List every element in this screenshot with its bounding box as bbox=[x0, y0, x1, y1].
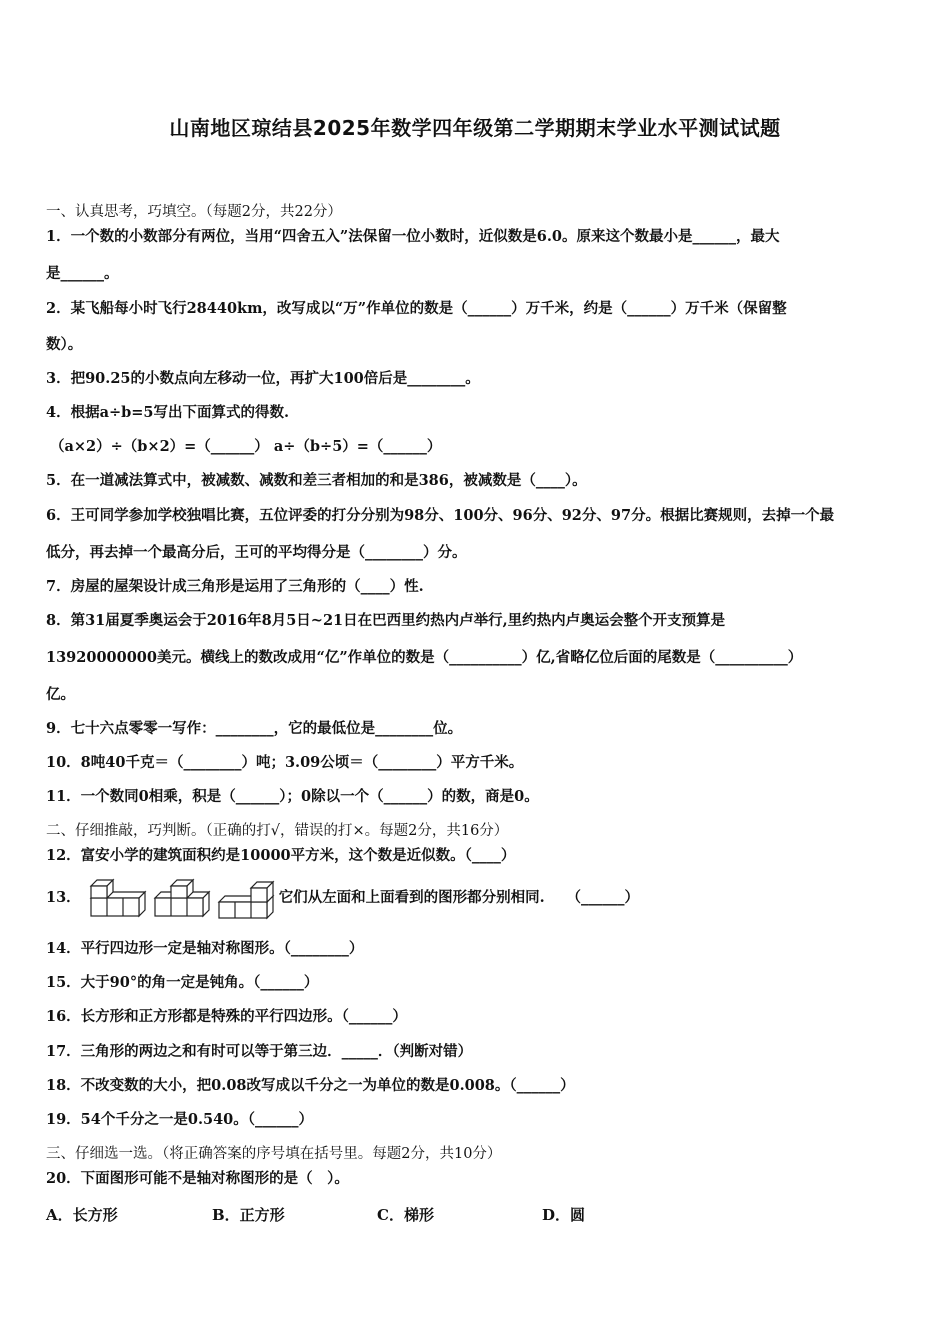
question-18: 18．不改变数的大小，把0.08改写成以千分之一为单位的数是0.008。（______） bbox=[46, 1077, 575, 1094]
question-15: 15．大于90°的角一定是钝角。（______） bbox=[46, 974, 319, 991]
question-2-line-1: 2．某飞船每小时飞行28440km，改写成以“万”作单位的数是（______）万千米，约是（______）万千米（保留整 bbox=[46, 300, 787, 317]
choice-b: B．正方形 bbox=[212, 1206, 285, 1224]
page-title: 山南地区琼结县2025年数学四年级第二学期期末学业水平测试试题 bbox=[169, 116, 781, 140]
question-19: 19．54个千分之一是0.540。（______） bbox=[46, 1111, 314, 1128]
choice-d: D．圆 bbox=[542, 1206, 586, 1224]
choice-a: A．长方形 bbox=[46, 1206, 118, 1224]
question-4-formulas: （a×2）÷（b×2）=（______） a÷（b÷5）=（______） bbox=[50, 438, 442, 455]
question-4: 4．根据a÷b=5写出下面算式的得数. bbox=[46, 404, 290, 421]
question-3: 3．把90.25的小数点向左移动一位，再扩大100倍后是________。 bbox=[46, 370, 480, 387]
question-16: 16．长方形和正方形都是特殊的平行四边形。（______） bbox=[46, 1008, 407, 1025]
question-2-line-2: 数）。 bbox=[46, 336, 83, 353]
question-6-line-2: 低分，再去掉一个最高分后，王可的平均得分是（________）分。 bbox=[46, 544, 467, 561]
cube-figures-image bbox=[85, 876, 275, 920]
question-6-line-1: 6．王可同学参加学校独唱比赛，五位评委的打分分别为98分、100分、96分、92分、97分。根据比赛规则，去掉一个最 bbox=[46, 507, 835, 524]
choice-c: C．梯形 bbox=[377, 1206, 434, 1224]
question-13-number: 13． bbox=[46, 889, 81, 906]
question-12: 12．富安小学的建筑面积约是10000平方米，这个数是近似数。（____） bbox=[46, 847, 516, 864]
question-17: 17．三角形的两边之和有时可以等于第三边．_____．（判断对错） bbox=[46, 1043, 473, 1060]
question-5: 5．在一道减法算式中，被减数、减数和差三者相加的和是386，被减数是（____）。 bbox=[46, 472, 587, 489]
section-1-heading: 一、认真思考，巧填空。（每题2分，共22分） bbox=[46, 204, 342, 220]
question-14: 14．平行四边形一定是轴对称图形。（________） bbox=[46, 940, 364, 957]
question-9: 9．七十六点零零一写作：________，它的最低位是________位。 bbox=[46, 720, 463, 737]
question-7: 7．房屋的屋架设计成三角形是运用了三角形的（____）性. bbox=[46, 578, 424, 595]
question-1-line-2: 是______。 bbox=[46, 265, 119, 282]
question-20: 20．下面图形可能不是轴对称图形的是（ ）。 bbox=[46, 1170, 349, 1187]
question-13-text: 它们从左面和上面看到的图形都分别相同. （______） bbox=[278, 889, 639, 906]
question-8-line-3: 亿。 bbox=[46, 686, 75, 703]
question-8-line-1: 8．第31届夏季奥运会于2016年8月5日~21日在巴西里约热内卢举行,里约热内卢奥运会整个开支预算是 bbox=[46, 612, 726, 629]
question-13 bbox=[46, 876, 908, 920]
section-3-heading: 三、仔细选一选。（将正确答案的序号填在括号里。每题2分，共10分） bbox=[46, 1146, 502, 1162]
question-10: 10．8吨40千克＝（________）吨；3.09公顷＝（________）平方千米。 bbox=[46, 754, 524, 771]
question-1-line-1: 1．一个数的小数部分有两位，当用“四舍五入”法保留一位小数时，近似数是6.0。原来这个数最小是______，最大 bbox=[46, 228, 780, 245]
question-8-line-2: 13920000000美元。横线上的数改成用“亿”作单位的数是（__________）亿,省略亿位后面的尾数是（__________） bbox=[46, 649, 803, 666]
question-11: 11．一个数同0相乘，积是（______）；0除以一个（______）的数，商是0。 bbox=[46, 788, 539, 805]
section-2-heading: 二、仔细推敲，巧判断。（正确的打√，错误的打×。每题2分，共16分） bbox=[46, 823, 509, 839]
